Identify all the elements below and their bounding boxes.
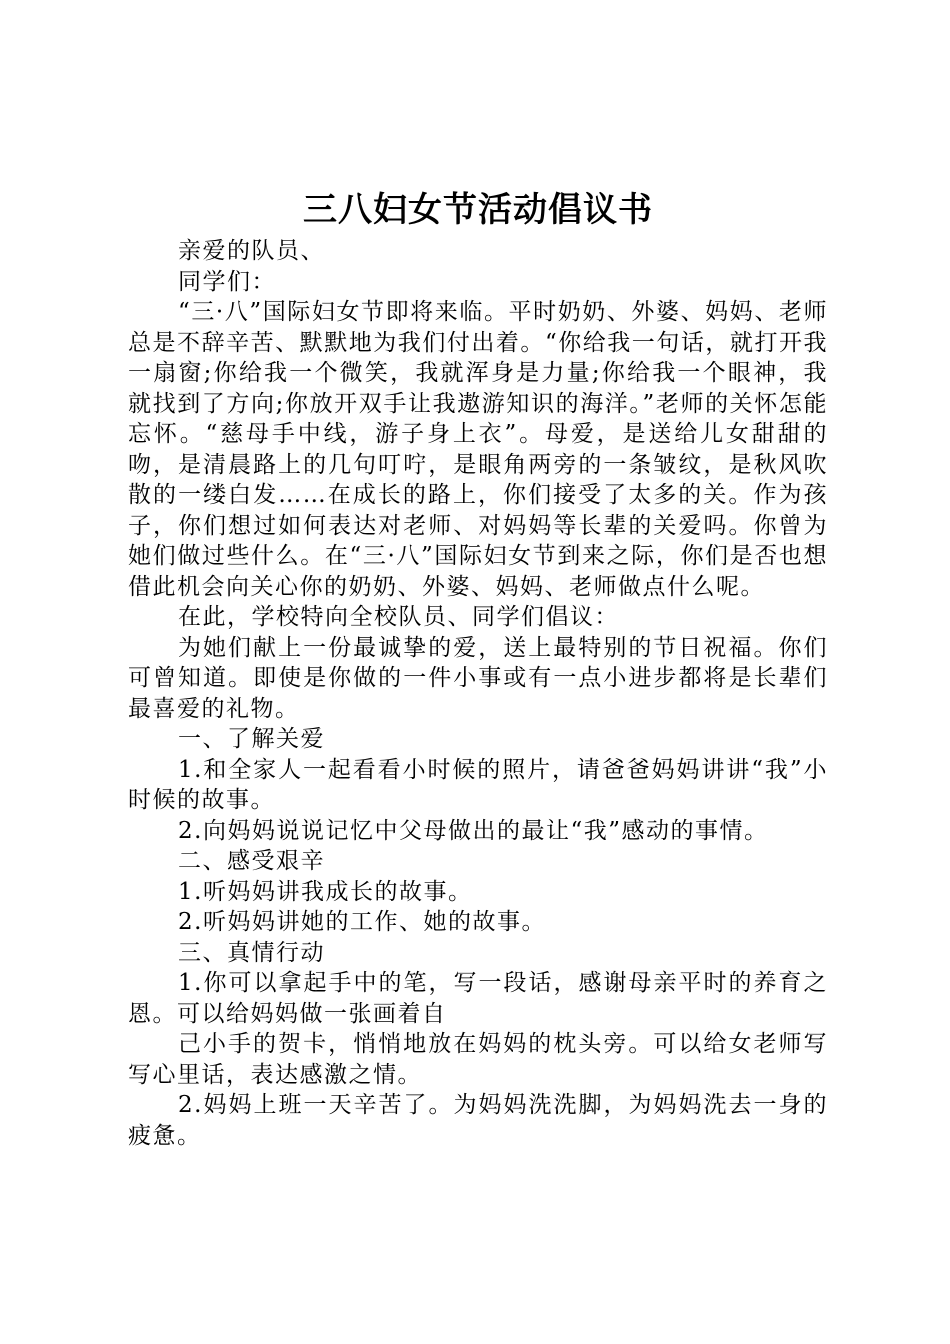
section-3-item-1-continued: 己小手的贺卡，悄悄地放在妈妈的枕头旁。可以给女老师写写心里话，表达感激之情。 [128, 1031, 828, 1088]
document-page [128, 180, 828, 1151]
section-3-item-1: 1.你可以拿起手中的笔，写一段话，感谢母亲平时的养育之恩。可以给妈妈做一张画着自 [128, 970, 828, 1027]
section-heading-1: 一、了解关爱 [178, 726, 325, 752]
proposal-paragraph: 为她们献上一份最诚挚的爱，送上最特别的节日祝福。你们可曾知道。即使是你做的一件小事或有一点小进步都将是长辈们最喜爱的礼物。 [128, 634, 828, 722]
proposal-lead: 在此，学校特向全校队员、同学们倡议： [178, 604, 619, 630]
section-1-item-2: 2.向妈妈说说记忆中父母做出的最让“我”感动的事情。 [178, 817, 769, 844]
section-2-item-2: 2.听妈妈讲她的工作、她的故事。 [178, 909, 546, 935]
section-3-item-2: 2.妈妈上班一天辛苦了。为妈妈洗洗脚，为妈妈洗去一身的疲惫。 [128, 1092, 828, 1149]
section-heading-2: 二、感受艰辛 [178, 848, 325, 874]
document-title: 三八妇女节活动倡议书 [303, 190, 653, 230]
section-2-item-1: 1.听妈妈讲我成长的故事。 [178, 878, 473, 905]
intro-paragraph: “三·八”国际妇女节即将来临。平时奶奶、外婆、妈妈、老师总是不辞辛苦、默默地为我们付出着。“你给我一句话，就打开我一扇窗;你给我一个微笑，我就浑身是力量;你给我一个眼神，我就找到了方向;你放开双手让我遨游知识的海洋。”老师的关怀怎能忘怀。“慈母手中线，游子身上衣”。母爱，是送给儿女甜甜的吻，是清晨路上的几句叮咛，是眼角两旁的一条皱纹，是秋风吹散的一缕白发……在成长的路上，你们接受了太多的关。作为孩子，你们想过如何表达对老师、对妈妈等长辈的关爱吗。你曾为她们做过些什么。在“三·八”国际妇女节到来之际，你们是否也想借此机会向关心你的奶奶、外婆、妈妈、老师做点什么呢。 [128, 299, 828, 600]
section-heading-3: 三、真情行动 [178, 939, 325, 966]
section-1-item-1: 1.和全家人一起看看小时候的照片，请爸爸妈妈讲讲“我”小时候的故事。 [128, 756, 828, 813]
salutation-line-1: 亲爱的队员、 [178, 238, 325, 264]
salutation-line-2: 同学们： [178, 268, 276, 295]
